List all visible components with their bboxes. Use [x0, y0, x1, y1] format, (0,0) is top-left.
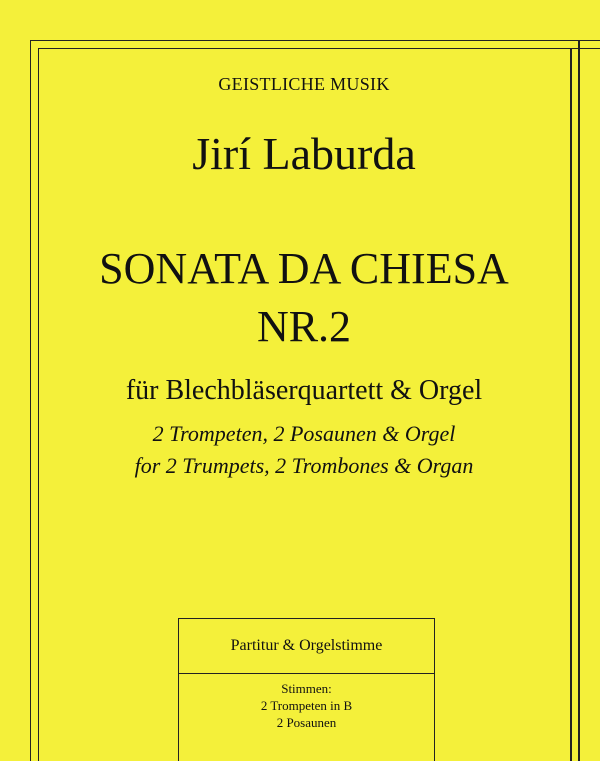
- parts-list: [179, 674, 434, 731]
- instrumentation-german: 2 Trompeten, 2 Posaunen & Orgel: [152, 421, 456, 446]
- composer-name: Jirí Laburda: [192, 128, 416, 179]
- work-subtitle: für Blechbläserquartett & Orgel: [125, 375, 483, 406]
- parts-item: 2 Trompeten in B: [260, 698, 353, 713]
- edition-main-label: Partitur & Orgelstimme: [179, 619, 434, 674]
- parts-item: 2 Posaunen: [276, 715, 337, 730]
- cover-frame-right-line: [578, 40, 580, 761]
- cover-frame-right-inner-line: [570, 48, 572, 761]
- parts-heading: Stimmen:: [281, 681, 332, 696]
- work-number: NR.2: [256, 302, 352, 351]
- instrumentation-english: for 2 Trumpets, 2 Trombones & Organ: [134, 453, 474, 478]
- edition-box: [178, 618, 435, 761]
- series-title: GEISTLICHE MUSIK: [218, 74, 390, 94]
- work-title: SONATA DA CHIESA: [99, 244, 509, 293]
